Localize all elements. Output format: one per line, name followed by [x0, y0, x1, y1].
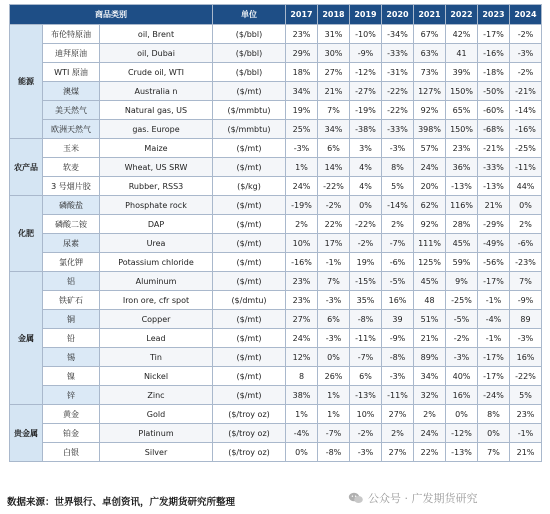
watermark-text: 公众号 · 广发期货研究	[368, 492, 478, 505]
value-cell: -9%	[350, 44, 382, 63]
value-cell: 27%	[318, 63, 350, 82]
value-cell: 111%	[414, 234, 446, 253]
value-cell: 150%	[446, 82, 478, 101]
value-cell: -25%	[446, 291, 478, 310]
unit-cell: ($/mt)	[213, 348, 286, 367]
value-cell: -7%	[318, 424, 350, 443]
value-cell: -13%	[446, 443, 478, 462]
commodity-name-cn: 锡	[43, 348, 100, 367]
value-cell: 31%	[318, 25, 350, 44]
table-row	[10, 348, 542, 367]
value-cell: 21%	[478, 196, 510, 215]
value-cell: -13%	[478, 177, 510, 196]
commodity-price-change-table	[9, 4, 542, 462]
value-cell: -27%	[350, 82, 382, 101]
table-row	[10, 405, 542, 424]
value-cell: 24%	[286, 329, 318, 348]
value-cell: 21%	[318, 82, 350, 101]
value-cell: 20%	[414, 177, 446, 196]
value-cell: 23%	[286, 25, 318, 44]
value-cell: -29%	[478, 215, 510, 234]
header-year: 2020	[382, 5, 414, 25]
value-cell: -3%	[318, 329, 350, 348]
value-cell: 6%	[318, 310, 350, 329]
value-cell: -17%	[478, 367, 510, 386]
value-cell: 5%	[510, 386, 542, 405]
commodity-name-en: Australia n	[100, 82, 213, 101]
commodity-name-cn: 氯化钾	[43, 253, 100, 272]
commodity-name-en: Gold	[100, 405, 213, 424]
value-cell: 39%	[446, 63, 478, 82]
value-cell: 19%	[350, 253, 382, 272]
value-cell: -3%	[350, 443, 382, 462]
commodity-name-en: Rubber, RSS3	[100, 177, 213, 196]
value-cell: -33%	[478, 158, 510, 177]
value-cell: 125%	[414, 253, 446, 272]
unit-cell: ($/troy oz)	[213, 405, 286, 424]
value-cell: 23%	[446, 139, 478, 158]
value-cell: 26%	[318, 367, 350, 386]
value-cell: 0%	[286, 443, 318, 462]
value-cell: 62%	[414, 196, 446, 215]
table-row	[10, 196, 542, 215]
value-cell: -12%	[446, 424, 478, 443]
commodity-name-en: Zinc	[100, 386, 213, 405]
table-row	[10, 272, 542, 291]
value-cell: 73%	[414, 63, 446, 82]
value-cell: -19%	[350, 101, 382, 120]
value-cell: -3%	[446, 348, 478, 367]
commodity-name-en: Iron ore, cfr spot	[100, 291, 213, 310]
value-cell: -6%	[510, 234, 542, 253]
value-cell: -13%	[350, 386, 382, 405]
value-cell: -16%	[478, 44, 510, 63]
value-cell: 35%	[350, 291, 382, 310]
value-cell: -22%	[510, 367, 542, 386]
value-cell: 1%	[318, 405, 350, 424]
value-cell: 92%	[414, 215, 446, 234]
value-cell: -25%	[510, 139, 542, 158]
commodity-name-cn: WTI 原油	[43, 63, 100, 82]
commodity-name-en: Nickel	[100, 367, 213, 386]
value-cell: 16%	[382, 291, 414, 310]
value-cell: -22%	[350, 215, 382, 234]
value-cell: 41	[446, 44, 478, 63]
table-row	[10, 443, 542, 462]
value-cell: 2%	[382, 215, 414, 234]
value-cell: 92%	[414, 101, 446, 120]
value-cell: 2%	[286, 215, 318, 234]
unit-cell: ($/bbl)	[213, 44, 286, 63]
table-row	[10, 25, 542, 44]
unit-cell: ($/mmbtu)	[213, 101, 286, 120]
unit-cell: ($/dmtu)	[213, 291, 286, 310]
table-row	[10, 82, 542, 101]
value-cell: 32%	[414, 386, 446, 405]
commodity-name-en: Copper	[100, 310, 213, 329]
value-cell: 65%	[446, 101, 478, 120]
value-cell: 7%	[318, 272, 350, 291]
value-cell: -8%	[318, 443, 350, 462]
value-cell: -14%	[382, 196, 414, 215]
table-row	[10, 120, 542, 139]
value-cell: -2%	[318, 196, 350, 215]
value-cell: -3%	[510, 329, 542, 348]
commodity-name-cn: 迪拜原油	[43, 44, 100, 63]
value-cell: -38%	[350, 120, 382, 139]
value-cell: -8%	[382, 348, 414, 367]
value-cell: -2%	[510, 63, 542, 82]
table-row	[10, 386, 542, 405]
value-cell: 0%	[478, 424, 510, 443]
value-cell: 24%	[414, 158, 446, 177]
value-cell: 45%	[414, 272, 446, 291]
unit-cell: ($/bbl)	[213, 63, 286, 82]
value-cell: -13%	[446, 177, 478, 196]
table-row	[10, 291, 542, 310]
unit-cell: ($/mt)	[213, 82, 286, 101]
unit-cell: ($/mt)	[213, 386, 286, 405]
commodity-name-cn: 软麦	[43, 158, 100, 177]
table-row	[10, 367, 542, 386]
value-cell: 14%	[318, 158, 350, 177]
value-cell: 0%	[318, 348, 350, 367]
value-cell: -5%	[446, 310, 478, 329]
value-cell: 22%	[414, 443, 446, 462]
commodity-name-cn: 铂金	[43, 424, 100, 443]
value-cell: 0%	[350, 196, 382, 215]
value-cell: 398%	[414, 120, 446, 139]
value-cell: 2%	[510, 215, 542, 234]
value-cell: -68%	[478, 120, 510, 139]
header-year: 2024	[510, 5, 542, 25]
value-cell: -17%	[478, 348, 510, 367]
value-cell: 59%	[446, 253, 478, 272]
value-cell: -4%	[286, 424, 318, 443]
commodity-name-en: oil, Brent	[100, 25, 213, 44]
value-cell: 2%	[414, 405, 446, 424]
value-cell: 34%	[318, 120, 350, 139]
value-cell: 2%	[382, 424, 414, 443]
value-cell: -22%	[318, 177, 350, 196]
value-cell: 63%	[414, 44, 446, 63]
commodity-name-en: Natural gas, US	[100, 101, 213, 120]
value-cell: 23%	[510, 405, 542, 424]
value-cell: -34%	[382, 25, 414, 44]
value-cell: 34%	[414, 367, 446, 386]
header-year: 2023	[478, 5, 510, 25]
value-cell: -18%	[478, 63, 510, 82]
value-cell: 44%	[510, 177, 542, 196]
value-cell: -4%	[478, 310, 510, 329]
value-cell: 1%	[286, 405, 318, 424]
commodity-name-en: Urea	[100, 234, 213, 253]
unit-cell: ($/mt)	[213, 215, 286, 234]
table-row	[10, 424, 542, 443]
commodity-name-cn: 玉米	[43, 139, 100, 158]
table-row	[10, 329, 542, 348]
commodity-name-en: Platinum	[100, 424, 213, 443]
commodity-name-cn: 欧洲天然气	[43, 120, 100, 139]
commodity-name-cn: 澳煤	[43, 82, 100, 101]
category-group-label: 农产品	[10, 139, 43, 196]
table-row	[10, 215, 542, 234]
unit-cell: ($/troy oz)	[213, 443, 286, 462]
commodity-name-en: Silver	[100, 443, 213, 462]
value-cell: 10%	[350, 405, 382, 424]
table-row	[10, 101, 542, 120]
table-header-row	[10, 5, 542, 25]
value-cell: 30%	[318, 44, 350, 63]
value-cell: -7%	[350, 348, 382, 367]
commodity-name-en: Maize	[100, 139, 213, 158]
unit-cell: ($/mt)	[213, 158, 286, 177]
commodity-name-cn: 磷酸二铵	[43, 215, 100, 234]
value-cell: -7%	[382, 234, 414, 253]
header-year: 2018	[318, 5, 350, 25]
value-cell: 89%	[414, 348, 446, 367]
value-cell: 38%	[286, 386, 318, 405]
value-cell: 42%	[446, 25, 478, 44]
commodity-name-cn: 铝	[43, 272, 100, 291]
value-cell: 48	[414, 291, 446, 310]
table-row	[10, 139, 542, 158]
header-category: 商品类别	[10, 5, 213, 25]
value-cell: 8%	[382, 158, 414, 177]
unit-cell: ($/mt)	[213, 139, 286, 158]
table-row	[10, 234, 542, 253]
value-cell: 16%	[446, 386, 478, 405]
value-cell: -11%	[382, 386, 414, 405]
value-cell: -10%	[350, 25, 382, 44]
value-cell: 51%	[414, 310, 446, 329]
table-row	[10, 158, 542, 177]
commodity-name-cn: 铅	[43, 329, 100, 348]
commodity-name-en: Potassium chloride	[100, 253, 213, 272]
commodity-name-cn: 美天然气	[43, 101, 100, 120]
value-cell: 150%	[446, 120, 478, 139]
value-cell: -1%	[478, 291, 510, 310]
unit-cell: ($/mt)	[213, 196, 286, 215]
category-group-label: 化肥	[10, 196, 43, 272]
value-cell: -1%	[318, 253, 350, 272]
unit-cell: ($/mt)	[213, 310, 286, 329]
value-cell: 21%	[510, 443, 542, 462]
value-cell: 23%	[286, 272, 318, 291]
value-cell: 6%	[350, 367, 382, 386]
value-cell: 40%	[446, 367, 478, 386]
value-cell: 18%	[286, 63, 318, 82]
value-cell: 29%	[286, 44, 318, 63]
unit-cell: ($/mmbtu)	[213, 120, 286, 139]
value-cell: -15%	[350, 272, 382, 291]
value-cell: -14%	[510, 101, 542, 120]
value-cell: -1%	[510, 424, 542, 443]
value-cell: 89	[510, 310, 542, 329]
value-cell: -9%	[510, 291, 542, 310]
header-year: 2022	[446, 5, 478, 25]
header-unit: 单位	[213, 5, 286, 25]
value-cell: -23%	[510, 253, 542, 272]
value-cell: 24%	[286, 177, 318, 196]
unit-cell: ($/mt)	[213, 234, 286, 253]
value-cell: 25%	[286, 120, 318, 139]
value-cell: 9%	[446, 272, 478, 291]
commodity-name-cn: 铜	[43, 310, 100, 329]
value-cell: -33%	[382, 120, 414, 139]
table-row	[10, 177, 542, 196]
value-cell: -56%	[478, 253, 510, 272]
category-group-label: 贵金属	[10, 405, 43, 462]
value-cell: 27%	[382, 405, 414, 424]
commodity-name-cn: 锌	[43, 386, 100, 405]
unit-cell: ($/mt)	[213, 367, 286, 386]
value-cell: 12%	[286, 348, 318, 367]
value-cell: -3%	[510, 44, 542, 63]
commodity-name-en: Wheat, US SRW	[100, 158, 213, 177]
commodity-name-en: Phosphate rock	[100, 196, 213, 215]
table-row	[10, 253, 542, 272]
header-year: 2019	[350, 5, 382, 25]
value-cell: -50%	[478, 82, 510, 101]
value-cell: 127%	[414, 82, 446, 101]
value-cell: 67%	[414, 25, 446, 44]
value-cell: -11%	[510, 158, 542, 177]
value-cell: -3%	[382, 139, 414, 158]
table-row	[10, 44, 542, 63]
value-cell: -9%	[382, 329, 414, 348]
table-row	[10, 310, 542, 329]
value-cell: 3%	[350, 139, 382, 158]
value-cell: 27%	[382, 443, 414, 462]
value-cell: -31%	[382, 63, 414, 82]
value-cell: -3%	[286, 139, 318, 158]
value-cell: -60%	[478, 101, 510, 120]
value-cell: -5%	[382, 272, 414, 291]
value-cell: 1%	[286, 158, 318, 177]
value-cell: -22%	[382, 101, 414, 120]
value-cell: 21%	[414, 329, 446, 348]
value-cell: 16%	[510, 348, 542, 367]
value-cell: 6%	[318, 139, 350, 158]
value-cell: 4%	[350, 158, 382, 177]
commodity-name-cn: 黄金	[43, 405, 100, 424]
value-cell: -22%	[382, 82, 414, 101]
value-cell: -21%	[510, 82, 542, 101]
unit-cell: ($/troy oz)	[213, 424, 286, 443]
commodity-name-en: DAP	[100, 215, 213, 234]
value-cell: 22%	[318, 215, 350, 234]
commodity-name-cn: 铁矿石	[43, 291, 100, 310]
value-cell: 45%	[446, 234, 478, 253]
value-cell: 28%	[446, 215, 478, 234]
commodity-name-cn: 布伦特原油	[43, 25, 100, 44]
value-cell: 7%	[510, 272, 542, 291]
value-cell: -21%	[478, 139, 510, 158]
value-cell: 7%	[478, 443, 510, 462]
category-group-label: 金属	[10, 272, 43, 405]
value-cell: -17%	[478, 25, 510, 44]
wechat-icon	[348, 490, 364, 506]
value-cell: -12%	[350, 63, 382, 82]
watermark	[348, 490, 478, 506]
value-cell: -3%	[382, 367, 414, 386]
value-cell: 24%	[414, 424, 446, 443]
commodity-name-en: Aluminum	[100, 272, 213, 291]
commodity-name-cn: 3 号烟片胶	[43, 177, 100, 196]
commodity-name-en: Lead	[100, 329, 213, 348]
value-cell: 4%	[350, 177, 382, 196]
value-cell: 23%	[286, 291, 318, 310]
value-cell: 8	[286, 367, 318, 386]
value-cell: -8%	[350, 310, 382, 329]
commodity-name-en: Crude oil, WTI	[100, 63, 213, 82]
commodity-name-cn: 尿素	[43, 234, 100, 253]
commodity-name-cn: 磷酸盐	[43, 196, 100, 215]
value-cell: 34%	[286, 82, 318, 101]
value-cell: -2%	[446, 329, 478, 348]
value-cell: -11%	[350, 329, 382, 348]
value-cell: -6%	[382, 253, 414, 272]
value-cell: 8%	[478, 405, 510, 424]
commodity-name-cn: 镍	[43, 367, 100, 386]
unit-cell: ($/mt)	[213, 272, 286, 291]
commodity-name-en: gas. Europe	[100, 120, 213, 139]
value-cell: -17%	[478, 272, 510, 291]
unit-cell: ($/kg)	[213, 177, 286, 196]
value-cell: 0%	[446, 405, 478, 424]
value-cell: -33%	[382, 44, 414, 63]
table-row	[10, 63, 542, 82]
value-cell: -24%	[478, 386, 510, 405]
unit-cell: ($/mt)	[213, 253, 286, 272]
value-cell: 10%	[286, 234, 318, 253]
value-cell: 5%	[382, 177, 414, 196]
source-note: 数据来源：世界银行、卓创资讯，广发期货研究所整理	[7, 497, 236, 508]
value-cell: -16%	[510, 120, 542, 139]
commodity-name-cn: 白银	[43, 443, 100, 462]
header-year: 2017	[286, 5, 318, 25]
commodity-name-en: oil, Dubai	[100, 44, 213, 63]
value-cell: 17%	[318, 234, 350, 253]
value-cell: 0%	[510, 196, 542, 215]
value-cell: -2%	[350, 424, 382, 443]
value-cell: -1%	[478, 329, 510, 348]
commodity-name-en: Tin	[100, 348, 213, 367]
value-cell: -3%	[318, 291, 350, 310]
unit-cell: ($/bbl)	[213, 25, 286, 44]
value-cell: 1%	[318, 386, 350, 405]
category-group-label: 能源	[10, 25, 43, 139]
value-cell: 57%	[414, 139, 446, 158]
value-cell: -49%	[478, 234, 510, 253]
value-cell: 36%	[446, 158, 478, 177]
value-cell: 7%	[318, 101, 350, 120]
value-cell: 116%	[446, 196, 478, 215]
value-cell: -16%	[286, 253, 318, 272]
header-year: 2021	[414, 5, 446, 25]
value-cell: 19%	[286, 101, 318, 120]
value-cell: 39	[382, 310, 414, 329]
table-body	[10, 25, 542, 462]
value-cell: -19%	[286, 196, 318, 215]
value-cell: 27%	[286, 310, 318, 329]
value-cell: -2%	[350, 234, 382, 253]
unit-cell: ($/mt)	[213, 329, 286, 348]
value-cell: -2%	[510, 25, 542, 44]
